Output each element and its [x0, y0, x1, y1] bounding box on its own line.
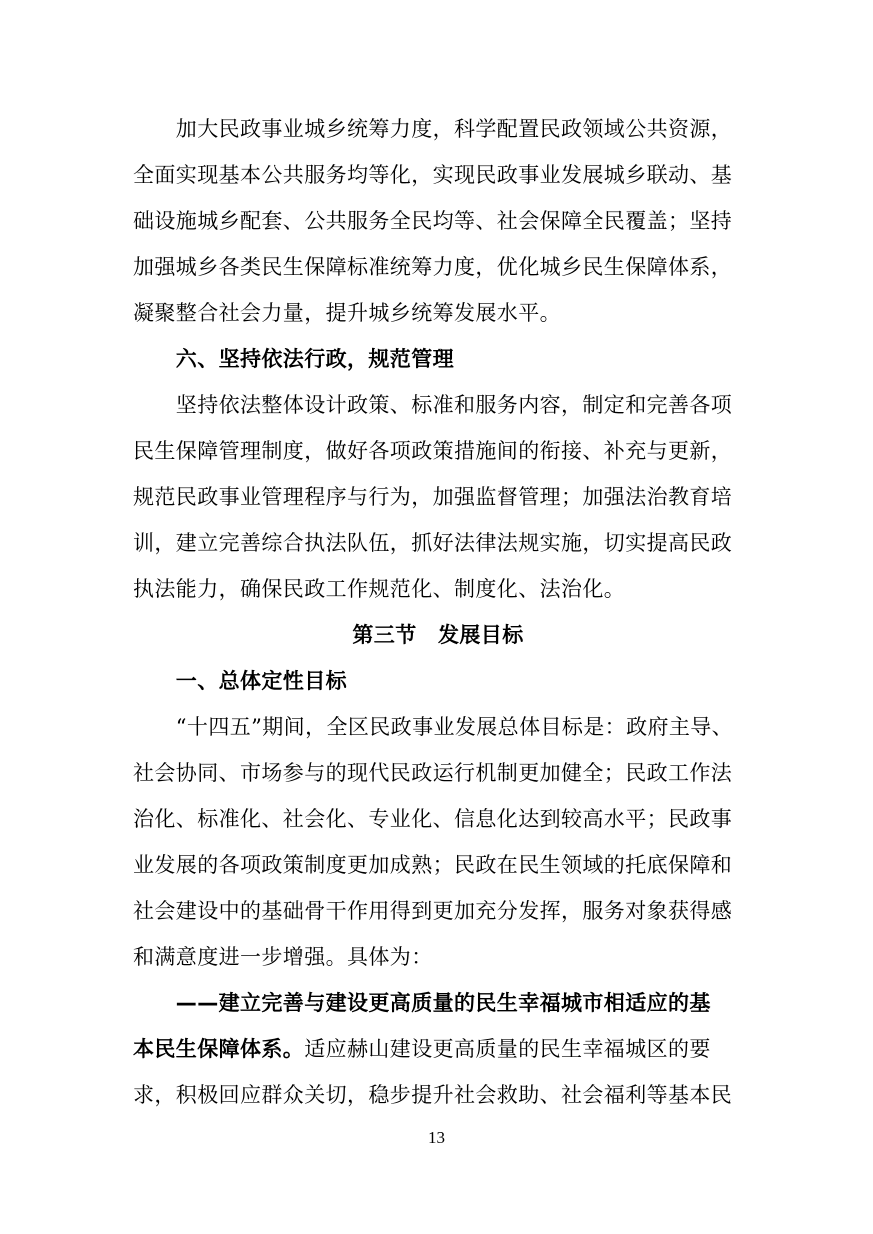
- paragraph-line: 求，积极回应群众关切，稳步提升社会救助、社会福利等基本民: [133, 1083, 733, 1107]
- bold-lead-line: ——建立完善与建设更高质量的民生幸福城市相适应的基: [133, 991, 711, 1015]
- paragraph-line: 和满意度进一步增强。具体为：: [133, 945, 433, 969]
- paragraph-line: 治化、标准化、社会化、专业化、信息化达到较高水平；民政事: [133, 807, 733, 831]
- paragraph-line: 规范民政事业管理程序与行为，加强监督管理；加强法治教育培: [133, 485, 733, 509]
- paragraph-line: 训，建立完善综合执法队伍，抓好法律法规实施，切实提高民政: [133, 531, 733, 555]
- paragraph-line: 加强城乡各类民生保障标准统筹力度，优化城乡民生保障体系，: [133, 255, 733, 279]
- paragraph-line: 加大民政事业城乡统筹力度，科学配置民政领域公共资源，: [133, 117, 733, 141]
- paragraph-line: 社会建设中的基础骨干作用得到更加充分发挥，服务对象获得感: [133, 899, 733, 923]
- section-heading: 六、坚持依法行政，规范管理: [133, 347, 454, 371]
- paragraph-line: 础设施城乡配套、公共服务全民均等、社会保障全民覆盖；坚持: [133, 209, 733, 233]
- paragraph-line: 全面实现基本公共服务均等化，实现民政事业发展城乡联动、基: [133, 163, 733, 187]
- chapter-heading: 第三节 发展目标: [352, 623, 524, 647]
- page-number: 13: [428, 1128, 445, 1147]
- paragraph-line: “十四五”期间，全区民政事业发展总体目标是：政府主导、: [133, 715, 734, 739]
- paragraph-line: 社会协同、市场参与的现代民政运行机制更加健全；民政工作法: [133, 761, 733, 785]
- section-heading: 一、总体定性目标: [133, 669, 347, 693]
- bold-lead-text: 本民生保障体系。: [133, 1037, 305, 1061]
- mixed-line: [133, 1034, 743, 1064]
- paragraph-text: 适应赫山建设更高质量的民生幸福城区的要: [304, 1037, 711, 1061]
- paragraph-line: 坚持依法整体设计政策、标准和服务内容，制定和完善各项: [133, 393, 733, 417]
- paragraph-line: 民生保障管理制度，做好各项政策措施间的衔接、补充与更新，: [133, 439, 733, 463]
- paragraph-line: 凝聚整合社会力量，提升城乡统筹发展水平。: [133, 301, 561, 325]
- paragraph-line: 业发展的各项政策制度更加成熟；民政在民生领域的托底保障和: [133, 853, 733, 877]
- paragraph-line: 执法能力，确保民政工作规范化、制度化、法治化。: [133, 577, 626, 601]
